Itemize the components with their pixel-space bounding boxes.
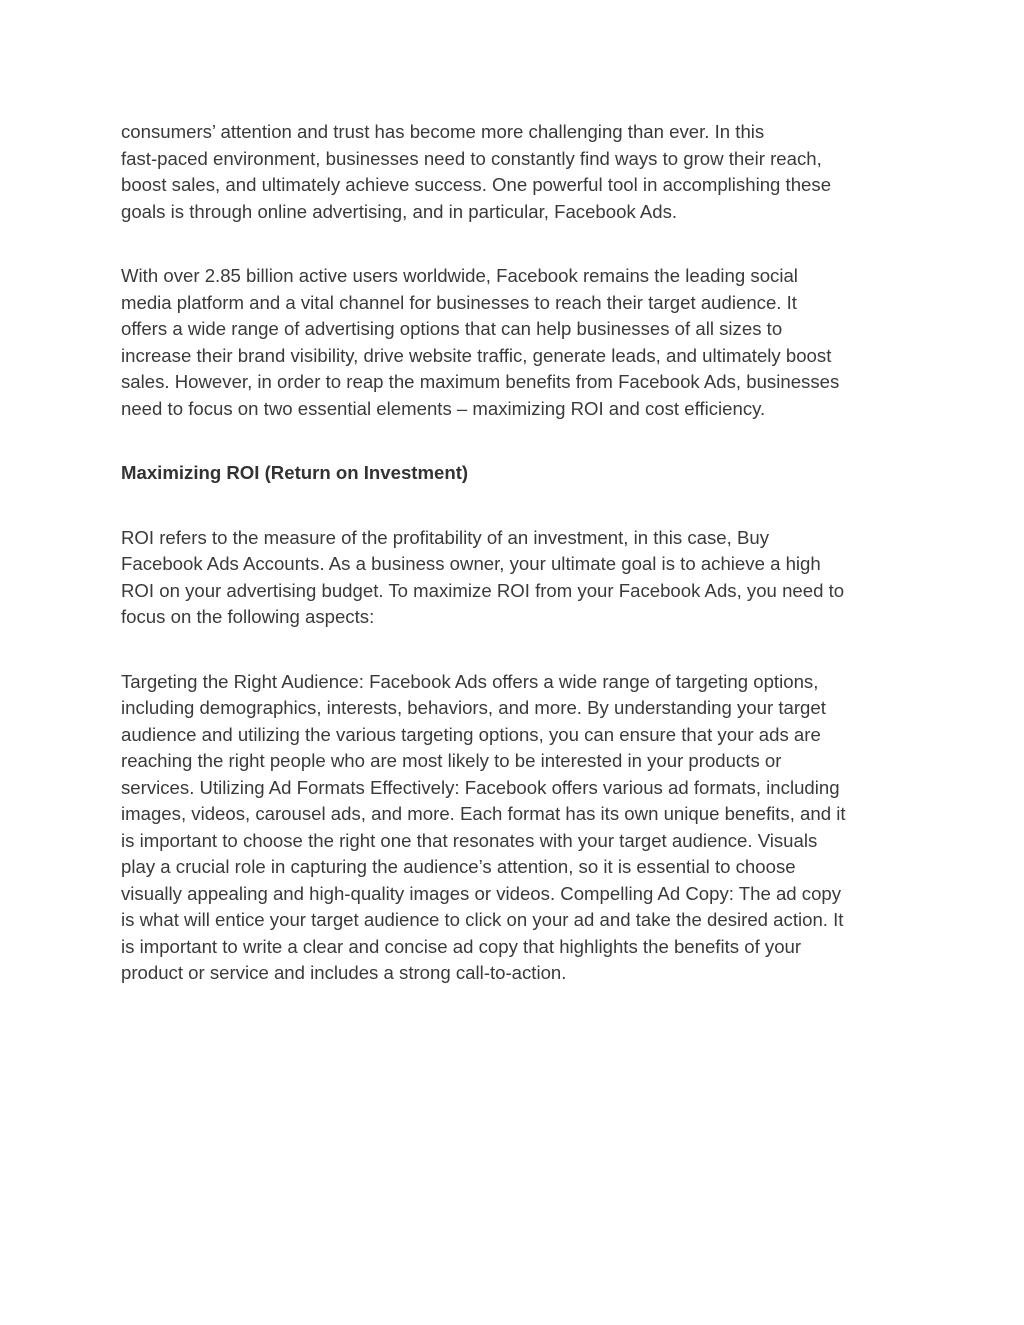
- paragraph-targeting-aspects: [121, 669, 911, 987]
- text-line: ROI on your advertising budget. To maximize ROI from your Facebook Ads, you need to: [121, 579, 845, 601]
- text-line: media platform and a vital channel for businesses to reach their target audience. It: [121, 291, 797, 313]
- document-body: [121, 119, 911, 1025]
- text-line: Targeting the Right Audience: Facebook Ads offers a wide range of targeting options,: [121, 670, 819, 692]
- text-line: need to focus on two essential elements – maximizing ROI and cost efficiency.: [121, 397, 766, 419]
- text-line: sales. However, in order to reap the maximum benefits from Facebook Ads, businesses: [121, 371, 840, 392]
- text-line: offers a wide range of advertising options that can help businesses of all sizes to: [121, 318, 783, 339]
- text-line: product or service and includes a strong call-to-action.: [121, 962, 567, 983]
- text-line: is what will entice your target audience to click on your ad and take the desired action. It: [121, 909, 844, 930]
- text-line: increase their brand visibility, drive website traffic, generate leads, and ultimately boost: [121, 344, 832, 366]
- text-line: Facebook Ads Accounts. As a business owner, your ultimate goal is to achieve a high: [121, 553, 821, 574]
- text-line: services. Utilizing Ad Formats Effectively: Facebook offers various ad formats, including: [121, 776, 840, 798]
- text-line: boost sales, and ultimately achieve success. One powerful tool in accomplishing these: [121, 174, 832, 195]
- section-heading: Maximizing ROI (Return on Investment): [121, 462, 469, 483]
- text-line: visually appealing and high-quality images or videos. Compelling Ad Copy: The ad copy: [121, 882, 842, 904]
- text-line: including demographics, interests, behaviors, and more. By understanding your target: [121, 697, 826, 718]
- text-line: focus on the following aspects:: [121, 606, 375, 627]
- text-line: fast-paced environment, businesses need to constantly find ways to grow their reach,: [121, 147, 822, 169]
- text-line: consumers’ attention and trust has become more challenging than ever. In this: [121, 121, 765, 142]
- paragraph-roi-definition: [121, 525, 911, 631]
- text-line: reaching the right people who are most likely to be interested in your products or: [121, 750, 782, 771]
- text-line: audience and utilizing the various targeting options, you can ensure that your ads are: [121, 723, 821, 745]
- text-line: goals is through online advertising, and in particular, Facebook Ads.: [121, 200, 678, 222]
- text-line: is important to choose the right one that resonates with your target audience. Visuals: [121, 829, 818, 851]
- paragraph-facebook-users: [121, 263, 911, 422]
- paragraph-intro-continued: [121, 119, 911, 225]
- text-line: ROI refers to the measure of the profitability of an investment, in this case, Buy: [121, 526, 769, 548]
- text-line: is important to write a clear and concise ad copy that highlights the benefits of your: [121, 935, 802, 957]
- text-line: With over 2.85 billion active users worldwide, Facebook remains the leading social: [121, 265, 798, 286]
- text-line: play a crucial role in capturing the audience’s attention, so it is essential to choose: [121, 856, 796, 877]
- text-line: images, videos, carousel ads, and more. Each format has its own unique benefits, and it: [121, 803, 846, 824]
